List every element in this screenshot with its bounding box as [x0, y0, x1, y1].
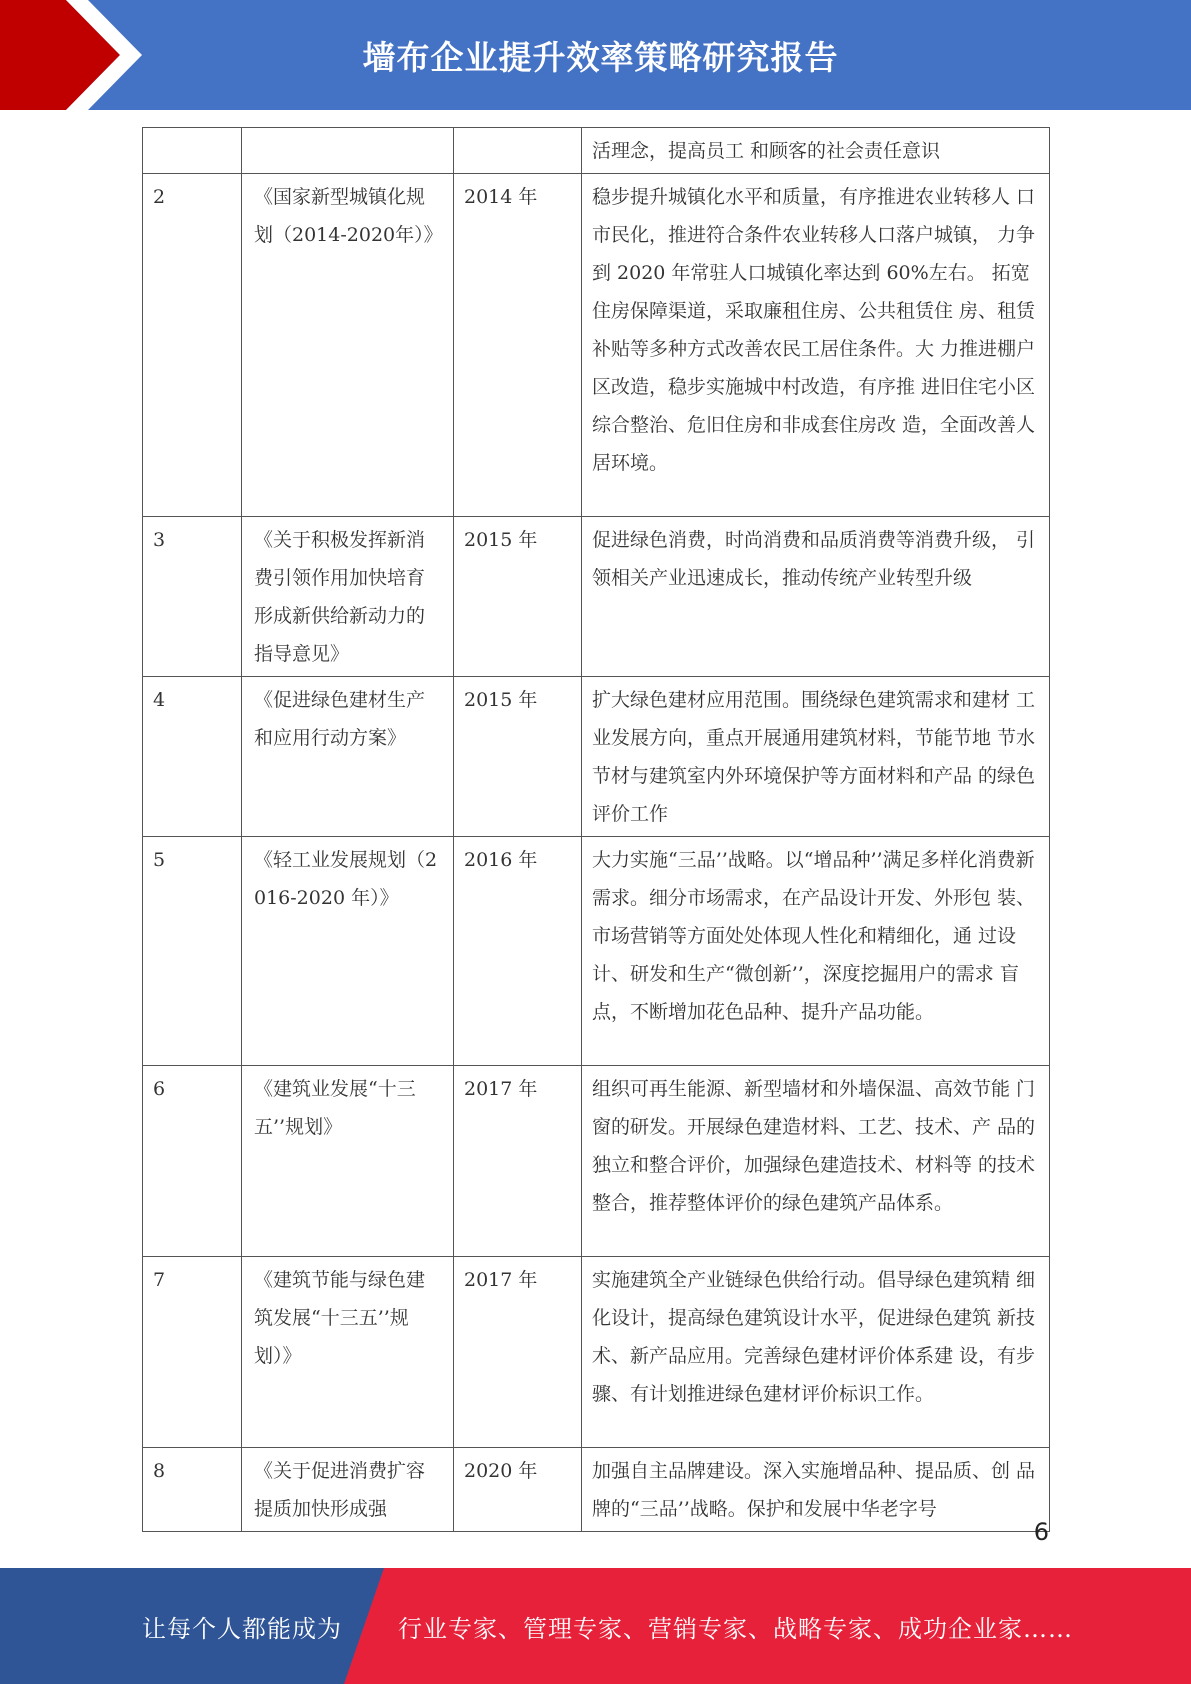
- policy-content: 扩大绿色建材应用范围。围绕绿色建筑需求和建材 工业发展方向，重点开展通用建筑材料，节能节地 节水节材与建筑室内外环境保护等方面材料和产品 的绿色评价工作: [582, 677, 1050, 837]
- row-number: 7: [143, 1257, 242, 1448]
- policy-year: 2015 年: [454, 677, 582, 837]
- policy-year: [454, 128, 582, 174]
- policy-content: 大力实施“三品’’战略。以“增品种’’满足多样化消费新 需求。细分市场需求，在产品设计开发、外形包 装、市场营销等方面处处体现人性化和精细化，通 过设计、研发和生产“微创新’’，深度挖掘用户的需求 盲点，不断增加花色品种、提升产品功能。: [582, 837, 1050, 1066]
- table-row: [143, 128, 1050, 174]
- footer-slogan-left: 让每个人都能成为: [142, 1614, 342, 1643]
- table-row: [143, 1066, 1050, 1257]
- policy-name: 《轻工业发展规划（2016-2020 年）》: [242, 837, 454, 1066]
- policy-name: 《国家新型城镇化规划（2014-2020年）》: [242, 174, 454, 517]
- policy-year: 2014 年: [454, 174, 582, 517]
- table-row: [143, 517, 1050, 677]
- row-number: [143, 128, 242, 174]
- footer-slogan-right: 行业专家、管理专家、营销专家、战略专家、成功企业家……: [398, 1614, 1073, 1643]
- header-banner: [0, 0, 1191, 110]
- row-number: 5: [143, 837, 242, 1066]
- policy-table: [142, 127, 1050, 1532]
- footer-banner: [0, 1568, 1191, 1684]
- policy-year: 2015 年: [454, 517, 582, 677]
- policy-name: 《关于积极发挥新消费引领作用加快培育形成新供给新动力的指导意见》: [242, 517, 454, 677]
- table-row: [143, 837, 1050, 1066]
- policy-content: 稳步提升城镇化水平和质量，有序推进农业转移人 口市民化，推进符合条件农业转移人口落户城镇， 力争到 2020 年常驻人口城镇化率达到 60%左右。 拓宽住房保障渠道，采取廉租住房、公共租赁住 房、租赁补贴等多种方式改善农民工居住条件。大 力推进棚户区改造，稳步实施城中村改造，有序推 进旧住宅小区综合整治、危旧住房和非成套住房改 造，全面改善人居环境。: [582, 174, 1050, 517]
- policy-name: 《建筑业发展“十三五’’规划》: [242, 1066, 454, 1257]
- policy-content: 加强自主品牌建设。深入实施增品种、提品质、创 品牌的“三品’’战略。保护和发展中华老字号: [582, 1448, 1050, 1532]
- policy-content: 组织可再生能源、新型墙材和外墙保温、高效节能 门窗的研发。开展绿色建造材料、工艺、技术、产 品的独立和整合评价，加强绿色建造技术、材料等 的技术整合，推荐整体评价的绿色建筑产品体系。: [582, 1066, 1050, 1257]
- row-number: 3: [143, 517, 242, 677]
- row-number: 6: [143, 1066, 242, 1257]
- policy-year: 2020 年: [454, 1448, 582, 1532]
- row-number: 4: [143, 677, 242, 837]
- table-row: [143, 174, 1050, 517]
- policy-content: 促进绿色消费，时尚消费和品质消费等消费升级， 引领相关产业迅速成长，推动传统产业转型升级: [582, 517, 1050, 677]
- document-title: 墙布企业提升效率策略研究报告: [362, 37, 839, 77]
- policy-name: 《关于促进消费扩容提质加快形成强: [242, 1448, 454, 1532]
- table-row: [143, 1448, 1050, 1532]
- row-number: 2: [143, 174, 242, 517]
- policy-year: 2017 年: [454, 1257, 582, 1448]
- policy-year: 2017 年: [454, 1066, 582, 1257]
- policy-content: 实施建筑全产业链绿色供给行动。倡导绿色建筑精 细化设计，提高绿色建筑设计水平，促进绿色建筑 新技术、新产品应用。完善绿色建材评价体系建 设，有步骤、有计划推进绿色建材评价标识工作。: [582, 1257, 1050, 1448]
- policy-name: 《建筑节能与绿色建筑发展“十三五’’规 划）》: [242, 1257, 454, 1448]
- table-row: [143, 1257, 1050, 1448]
- policy-year: 2016 年: [454, 837, 582, 1066]
- policy-content: 活理念，提高员工 和顾客的社会责任意识: [582, 128, 1050, 174]
- page-number: 6: [1033, 1518, 1049, 1546]
- row-number: 8: [143, 1448, 242, 1532]
- policy-name: 《促进绿色建材生产和应用行动方案》: [242, 677, 454, 837]
- table-row: [143, 677, 1050, 837]
- policy-name: [242, 128, 454, 174]
